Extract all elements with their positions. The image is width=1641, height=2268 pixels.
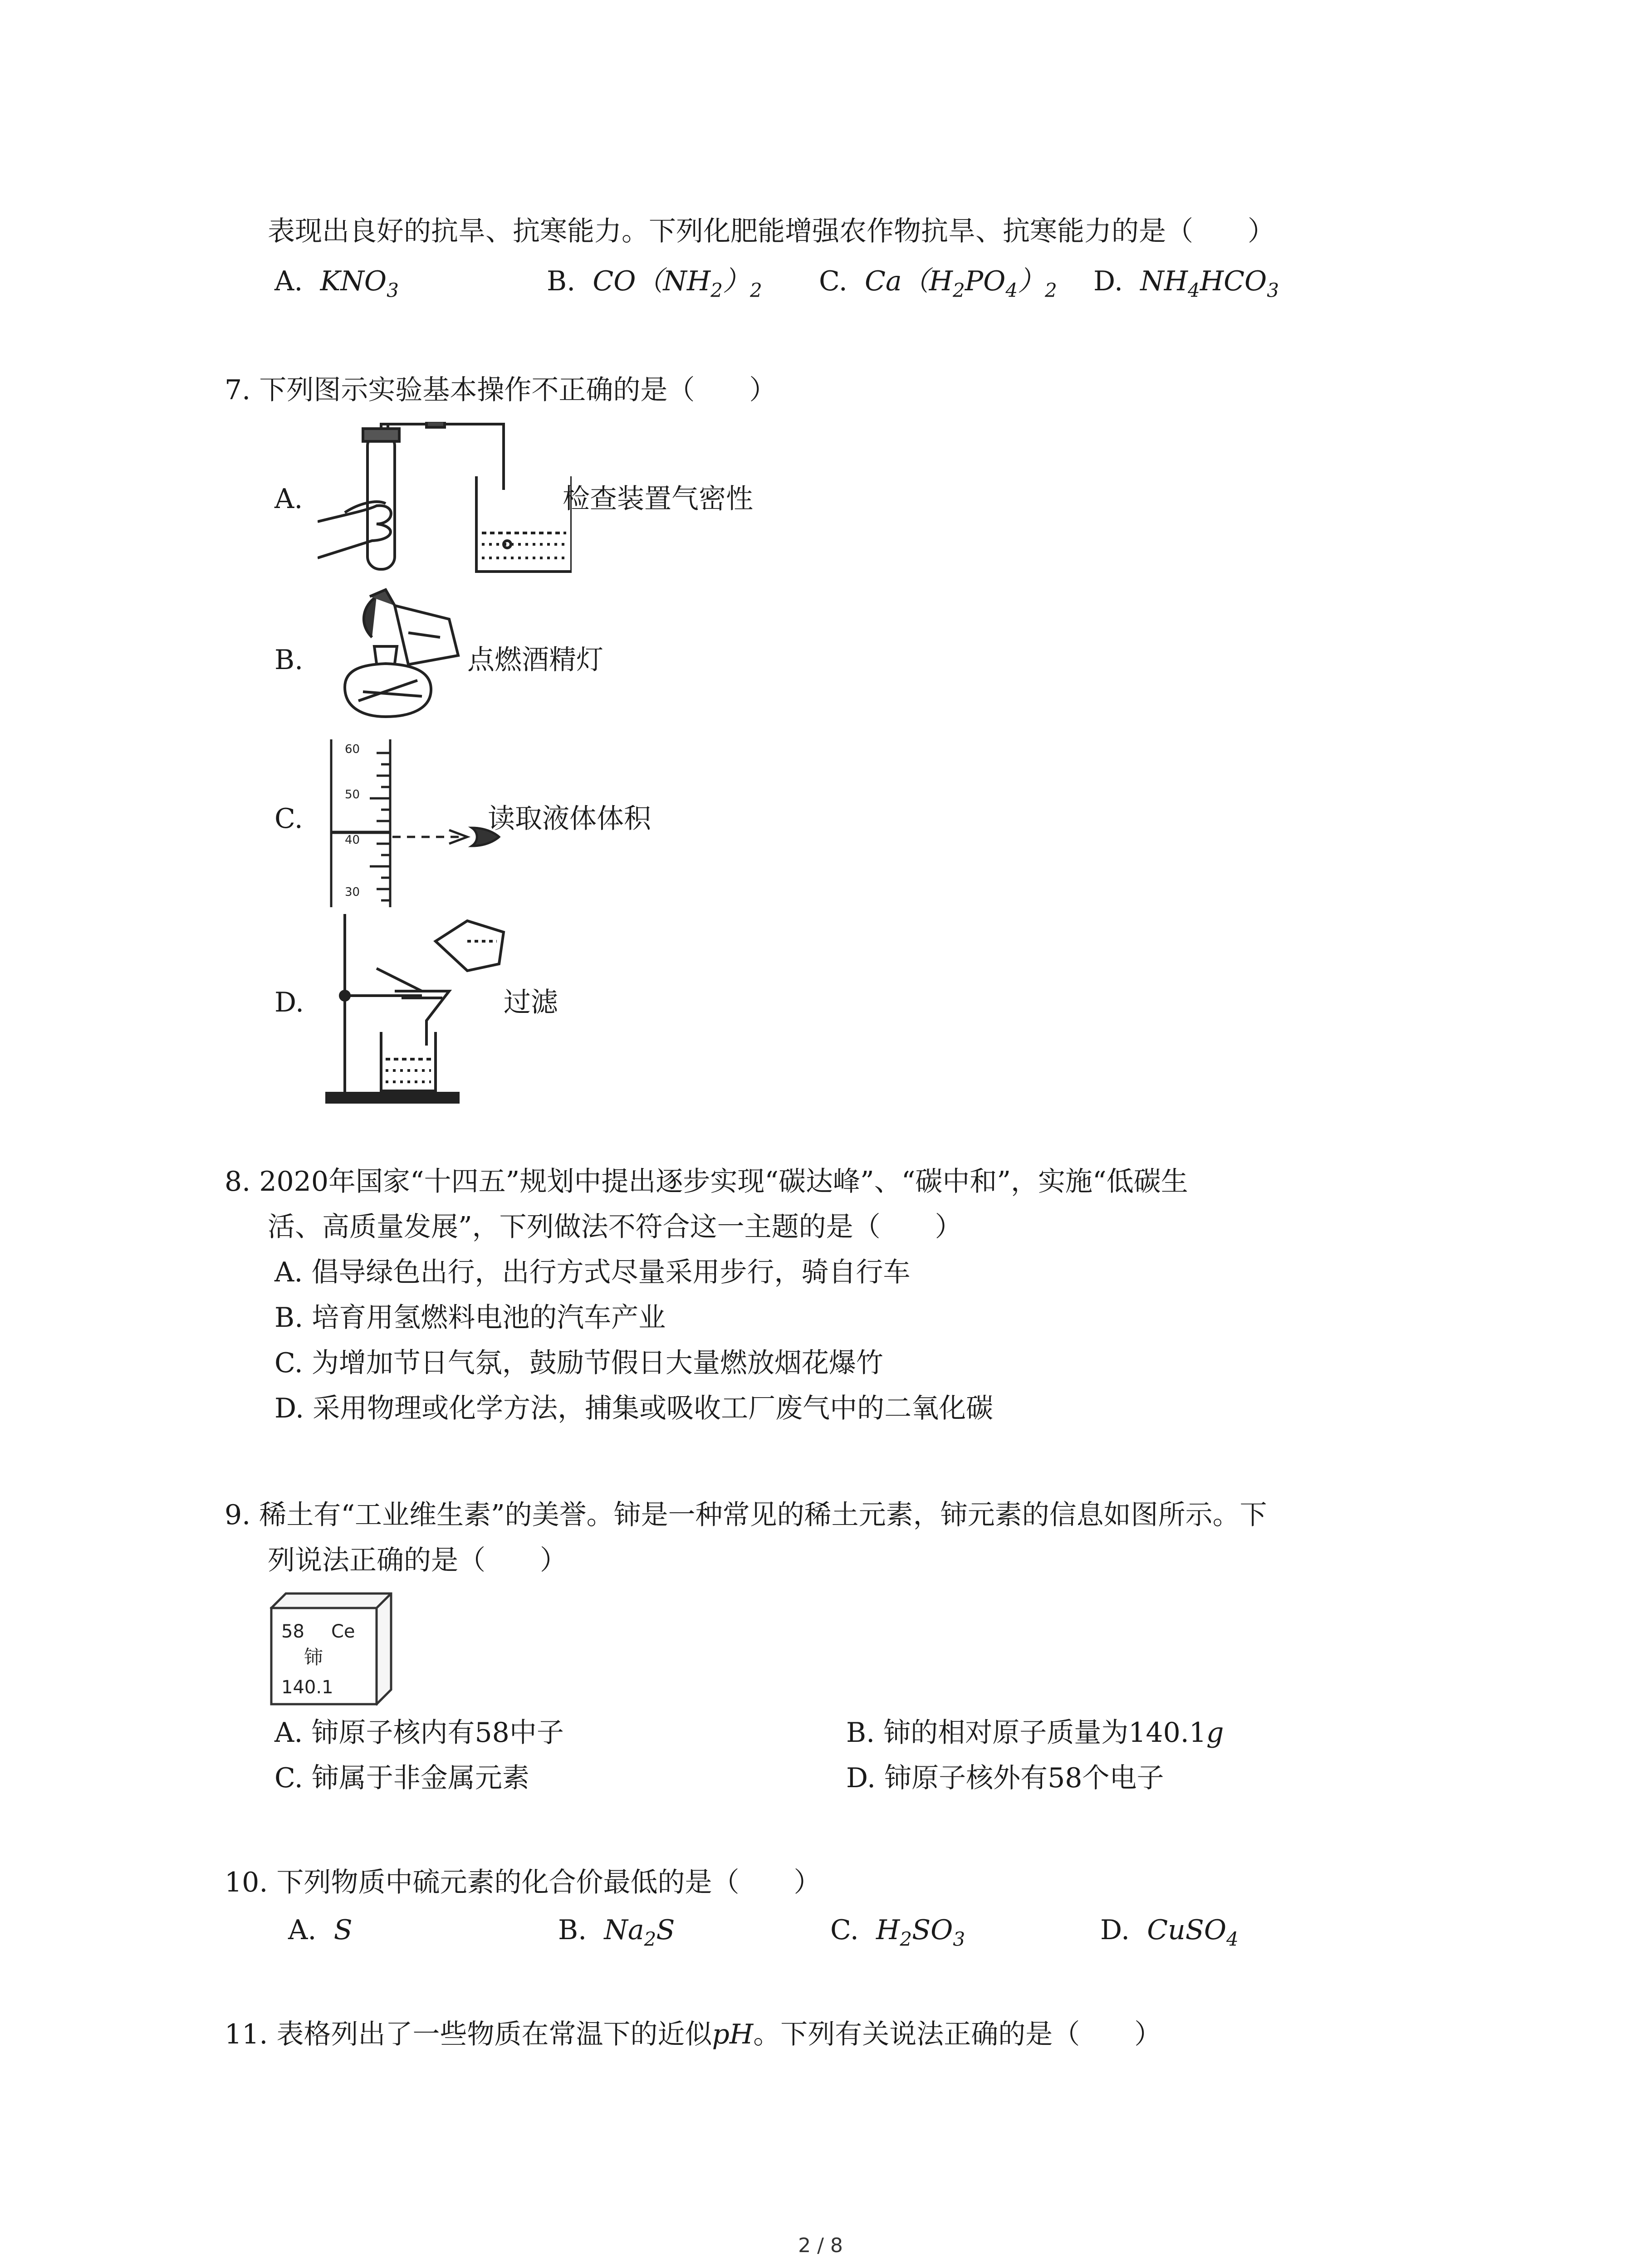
q9-option-b[interactable]: B. 铈的相对原子质量为140.1g — [846, 1717, 1224, 1749]
q7-option-b-label[interactable]: B. — [274, 644, 304, 676]
q6-option-b[interactable] — [547, 263, 762, 302]
formula: $CO(NH_2)_2$ — [593, 265, 762, 302]
cylinder-tick-50: 50 — [345, 788, 360, 802]
q7-stem: 7. 下列图示实验基本操作不正确的是（ ） — [225, 374, 777, 406]
q6-option-a[interactable] — [274, 263, 399, 302]
element-name: 铈 — [304, 1646, 323, 1668]
q10-option-b[interactable] — [558, 1912, 675, 1948]
element-mass: 140.1 — [281, 1677, 333, 1698]
option-label: B. — [547, 265, 576, 297]
option-label: D. — [1093, 265, 1123, 297]
formula: $Na_2S$ — [604, 1914, 675, 1950]
q10-stem: 10. 下列物质中硫元素的化合价最低的是（ ） — [225, 1867, 821, 1898]
option-label: A. — [274, 265, 303, 297]
alcohol-lamp-figure — [327, 587, 463, 723]
formula: $KNO_3$ — [320, 265, 399, 302]
element-symbol: Ce — [331, 1621, 355, 1642]
q9-option-a[interactable]: A. 铈原子核内有58中子 — [274, 1717, 564, 1749]
q8-option-c[interactable]: C. 为增加节日气氛，鼓励节假日大量燃放烟花爆竹 — [274, 1347, 883, 1379]
q7-caption-d: 过滤 — [504, 987, 558, 1018]
q6-option-d[interactable] — [1093, 263, 1279, 302]
graduated-cylinder-figure — [318, 739, 513, 907]
option-label: D. — [1100, 1914, 1130, 1946]
q10-option-d[interactable] — [1100, 1912, 1239, 1948]
formula: S — [333, 1914, 353, 1946]
option-label: B. — [558, 1914, 587, 1946]
cylinder-tick-40: 40 — [345, 833, 360, 847]
element-number: 58 — [281, 1621, 304, 1642]
q8-stem-line1: 8. 2020年国家“十四五”规划中提出逐步实现“碳达峰”、“碳中和”，实施“低碳生 — [225, 1166, 1188, 1198]
q7-caption-b: 点燃酒精灯 — [467, 644, 603, 676]
option-label: C. — [819, 265, 847, 297]
q7-option-d-label[interactable]: D. — [274, 987, 304, 1018]
filtration-figure — [318, 914, 526, 1105]
formula: $Ca(H_2PO_4)_2$ — [865, 265, 1057, 302]
formula: $NH_4HCO_3$ — [1140, 265, 1279, 302]
q11-stem: 11. 表格列出了一些物质在常温下的近似pH。下列有关说法正确的是（ ） — [225, 2019, 1162, 2050]
formula: $H_2SO_3$ — [876, 1914, 965, 1950]
q9-stem-line1: 9. 稀土有“工业维生素”的美誉。铈是一种常见的稀土元素，铈元素的信息如图所示。下 — [225, 1499, 1267, 1531]
q6-stem-tail: 表现出良好的抗旱、抗寒能力。下列化肥能增强农作物抗旱、抗寒能力的是（ ） — [268, 215, 1275, 247]
q7-option-a-label[interactable]: A. — [274, 483, 303, 515]
cylinder-tick-60: 60 — [345, 743, 360, 756]
cylinder-tick-30: 30 — [345, 885, 360, 899]
cerium-element-card — [268, 1590, 395, 1708]
q7-caption-c: 读取液体体积 — [488, 803, 651, 835]
option-label: C. — [830, 1914, 859, 1946]
q7-caption-a: 检查装置气密性 — [563, 483, 753, 515]
q8-stem-line2: 活、高质量发展”，下列做法不符合这一主题的是（ ） — [268, 1211, 962, 1243]
option-label: A. — [288, 1914, 317, 1946]
q10-option-c[interactable] — [830, 1912, 965, 1948]
q9-option-d[interactable]: D. 铈原子核外有58个电子 — [846, 1762, 1164, 1794]
q9-stem-line2: 列说法正确的是（ ） — [268, 1545, 567, 1576]
q8-option-d[interactable]: D. 采用物理或化学方法，捕集或吸收工厂废气中的二氧化碳 — [274, 1393, 994, 1424]
formula: CuSO$_4$ — [1147, 1914, 1239, 1950]
q8-option-b[interactable]: B. 培育用氢燃料电池的汽车产业 — [274, 1302, 666, 1334]
q6-option-c[interactable] — [819, 263, 1057, 302]
q9-option-c[interactable]: C. 铈属于非金属元素 — [274, 1762, 529, 1794]
page-number: 2 / 8 — [798, 2234, 843, 2257]
q8-option-a[interactable]: A. 倡导绿色出行，出行方式尽量采用步行，骑自行车 — [274, 1256, 911, 1288]
q10-option-a[interactable] — [288, 1912, 353, 1948]
q7-option-c-label[interactable]: C. — [274, 803, 303, 835]
airtightness-check-figure — [318, 422, 572, 585]
